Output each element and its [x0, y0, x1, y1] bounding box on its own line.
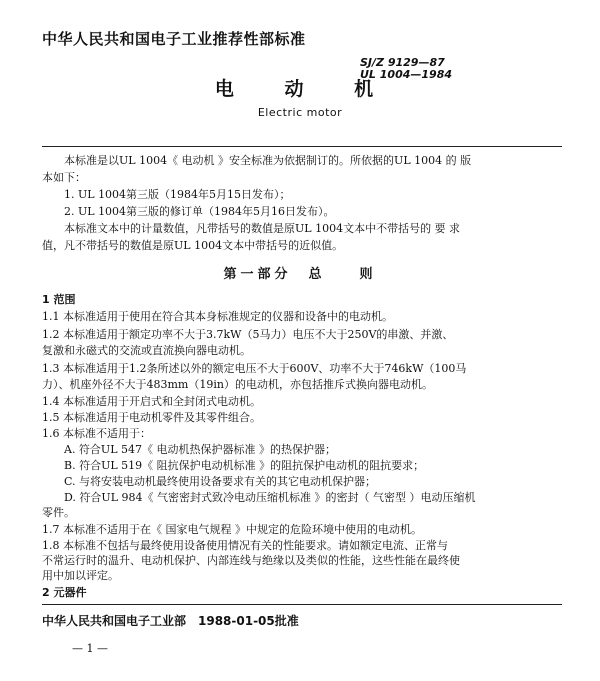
clause-1-4: 1.4 本标准适用于开启式和全封闭式电动机。 [42, 395, 261, 408]
clause-1-8-line-1: 1.8 本标准不包括与最终使用设备使用情况有关的性能要求。请如额定电流、正常与 [42, 539, 448, 552]
approval-line: 中华人民共和国电子工业部 1988-01-05批准 [42, 614, 299, 628]
top-divider [42, 146, 562, 147]
clause-1-6-a: A. 符合UL 547《 电动机热保护器标准 》的热保护器； [64, 443, 336, 456]
preface-line-1: 本标准是以UL 1004《 电动机 》安全标准为依据制订的。所依据的UL 1004 的 版 [64, 154, 472, 167]
clause-1-3-line-1: 1.3 本标准适用于1.2条所述以外的额定电压不大于600V、功率不大于746kW（100马 [42, 362, 467, 375]
clause-2-heading: 2 元器件 [42, 586, 87, 599]
standard-code-ul: UL 1004—1984 [360, 68, 453, 81]
clause-1-2-line-1: 1.2 本标准适用于额定功率不大于3.7kW（5马力）电压不大于250V的串激、并激、 [42, 328, 454, 341]
clause-1-7: 1.7 本标准不适用于在《 国家电气规程 》中规定的危险环境中使用的电动机。 [42, 523, 422, 536]
preface-item-1: 1. UL 1004第三版（1984年5月15日发布）； [64, 188, 291, 201]
clause-1-5: 1.5 本标准适用于电动机零件及其零件组合。 [42, 411, 261, 424]
document-title-cn: 电 动 机 [214, 78, 396, 100]
clause-1-heading: 1 范围 [42, 293, 76, 306]
clause-1-6-d-line-2: 零件。 [42, 506, 75, 519]
clause-1-1: 1.1 本标准适用于使用在符合其本身标准规定的仪器和设备中的电动机。 [42, 310, 393, 323]
page-number: — 1 — [72, 642, 108, 655]
clause-1-6-b: B. 符合UL 519《 阻抗保护电动机标准 》的阻抗保护电动机的阻抗要求； [64, 459, 425, 472]
clause-1-8-line-2: 不常运行时的温升、电动机保护、内部连线与绝缘以及类似的性能，这些性能在最终使 [42, 554, 460, 567]
clause-1-3-line-2: 力）、机座外径不大于483mm（19in）的电动机，亦包括推斥式换向器电动机。 [42, 378, 433, 391]
standard-code-sj: SJ/Z 9129—87 [360, 56, 445, 69]
clause-1-2-line-2: 复激和永磁式的交流或直流换向器电动机。 [42, 344, 251, 357]
footer-divider [42, 604, 562, 605]
preface-line-4: 值，凡不带括号的数值是原UL 1004文本中带括号的近似值。 [42, 239, 344, 252]
clause-1-6-c: C. 与将安装电动机最终使用设备要求有关的其它电动机保护器； [64, 475, 377, 488]
preface-line-2: 本如下： [42, 171, 86, 184]
clause-1-8-line-3: 用中加以评定。 [42, 569, 119, 582]
clause-1-6-d-line-1: D. 符合UL 984《 气密密封式致冷电动压缩机标准 》的密封（ 气密型 ）电动压缩机 [64, 491, 476, 504]
part-one-title: 第一部分 总 则 [223, 267, 377, 282]
document-title-en: Electric motor [257, 106, 343, 119]
preface-line-3: 本标准文本中的计量数值，凡带括号的数值是原UL 1004文本中不带括号的 要 求 [64, 222, 461, 235]
preface-item-2: 2. UL 1004第三版的修订单（1984年5月16日发布）。 [64, 205, 335, 218]
clause-1-6: 1.6 本标准不适用于： [42, 427, 151, 440]
issuing-authority-title: 中华人民共和国电子工业推荐性部标准 [42, 30, 306, 48]
